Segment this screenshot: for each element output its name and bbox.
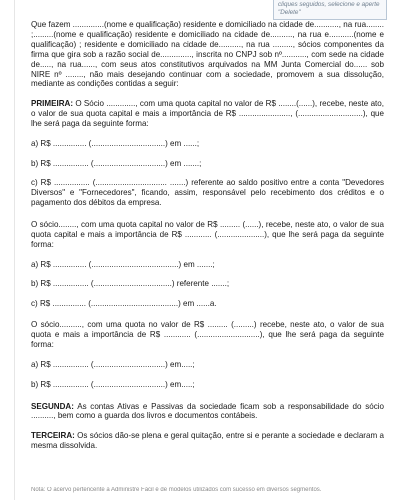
footer-note: Nota: O acervo pertencente a Administre Fácil é de modelos utilizados com sucesso em diversos segmentos.	[31, 487, 322, 493]
clause-terceira	[31, 431, 384, 451]
payment-line: b) R$ ................ (................................) em .......;	[31, 158, 202, 168]
payment-line: a) R$ ............... (.................................) em ......;	[31, 139, 200, 149]
clause-terceira-label: TERCEIRA:	[31, 431, 75, 441]
document-body	[31, 20, 384, 461]
payment-line: b) R$ ................ (...................................) referente .......;	[31, 279, 230, 288]
page-margin-line	[14, 0, 15, 500]
clause-terceira-text: Os sócios dão-se plena e geral quitação, entre si e perante a sociedade e declaram a mesma dissolvida.	[31, 431, 384, 451]
clause-primeira-label: PRIMEIRA:	[31, 99, 74, 109]
clause-primeira	[31, 99, 384, 129]
clause-segunda-text: As contas Ativas e Passivas da sociedade ficam sob a responsabilidade do sócio .........., bem como a guarda dos livros e documentos contábeis.	[31, 401, 384, 421]
payment-line: b) R$ ................ (................................) em.....;	[31, 379, 195, 389]
clause-segunda	[31, 402, 384, 422]
payment-line: c) R$ ................ (................................ .......) referente ao saldo positivo entre a conta "Devedores Diversos" e "Fornecedores", ficando, assim, responsável pelo recebimento dos créditos e o pagamento dos débitos da empresa.	[31, 178, 384, 207]
socio-3-paragraph: O sócio.........., com uma quota no valor de R$ ......... (.........) recebe, neste ato, o valor de sua quota e mais a importância de R$ ............ (............................), que lhe será paga da seguinte forma:	[31, 320, 384, 350]
socio-2-paragraph: O sócio........, com uma quota capital no valor de R$ ......... (......), recebe, neste ato, o valor de sua quota capital e mais a importância de R$ ............ (.....................), que lhe será paga da seguinte forma:	[31, 219, 384, 249]
clause-primeira-text: O Sócio ............., com uma quota capital no valor de R$ ........(......), recebe, neste ato, o valor de sua quota capital e mais a importância de R$ ......................., (.............................), que lhe será paga da seguinte forma:	[31, 99, 384, 129]
tooltip-hint	[273, 0, 387, 20]
payment-line: a) R$ ................ (................................) em.....;	[31, 360, 195, 370]
payment-line: a) R$ ............... (.......................................) em .......;	[31, 259, 215, 269]
clause-segunda-label: SEGUNDA:	[31, 401, 74, 411]
tooltip-text: cliques seguidos, selecione e aperte "Delete"	[278, 1, 380, 17]
payment-line: c) R$ ............... (.......................................) em ......a.	[31, 298, 217, 308]
intro-paragraph: Que fazem ..............(nome e qualificação) residente e domiciliado na cidade de..........., na rua........ ;.........(nome e qualificação) residente e domiciliado na cidade de.........., na rua e...........(nome e qualificação) ; residente e domiciliado na cidade de.........., na rua ........., sócios componentes da firma que gira sob a razão social de.............., inscrita no CNPJ sob nº..........., com sede na cidade de....., na rua......, com seus atos constitutivos arquivados na MM Junta Comercial do...... sob NIRE nº ........, não mais desejando continuar com a sociedade, promovem a sua dissolução, mediante as condições contidas a seguir:	[31, 20, 384, 89]
